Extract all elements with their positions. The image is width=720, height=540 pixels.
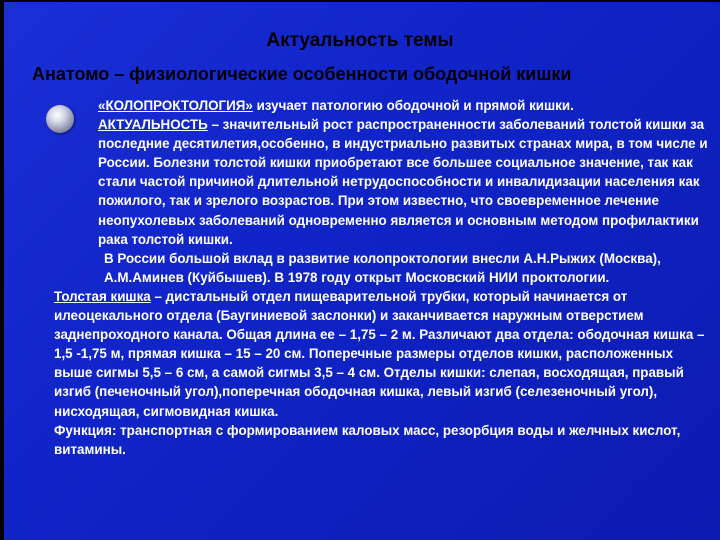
- slide-left-edge: [0, 0, 4, 540]
- slide-body: [54, 96, 714, 459]
- definition-text: изучает патологию ободочной и прямой кишки.: [252, 98, 574, 113]
- paragraph-history: В России большой вклад в развитие колопроктологии внесли А.Н.Рыжих (Москва), А.М.Аминев (Куйбышев). В 1978 году открыт Московский НИИ проктологии.: [104, 250, 661, 285]
- paragraph-definition: [54, 96, 714, 115]
- paragraph-function: Функция: транспортная с формированием каловых масс, резорбция воды и желчных кислот, витамины.: [54, 422, 681, 457]
- anatomy-text: – дистальный отдел пищеварительной трубки, который начинается от илеоцекального отдела (Баугиниевой заслонки) и заканчивается наружным отверстием заднепроходного канала. Общая длина ее – 1,75 – 2 м. Различают два отдела: ободочная кишка – 1,5 -1,75 м, прямая кишка – 15 – 20 см. Поперечные размеры отделов кишки, расположенных выше сигмы 5,5 – 6 см, а самой сигмы 3,5 – 4 см. Отделы кишки: слепая, восходящая, правый изгиб (печеночный угол),поперечная ободочная кишка, левый изгиб (селезеночный угол), нисходящая, сигмовидная кишка.: [54, 288, 705, 419]
- slide-title: Актуальность темы: [266, 30, 454, 51]
- paragraph-anatomy: [54, 287, 714, 421]
- slide-subtitle: Анатомо – физиологические особенности ободочной кишки: [32, 64, 572, 84]
- paragraph-relevance: [54, 115, 714, 249]
- term-relevance: АКТУАЛЬНОСТЬ: [98, 117, 208, 133]
- term-coloproctology: «КОЛОПРОКТОЛОГИЯ»: [98, 98, 253, 113]
- slide-top-edge: [0, 0, 720, 2]
- relevance-text: – значительный рост распространенности заболеваний толстой кишки за последние десятилетия,особенно, в индустриально развитых странах мира, в том числе и России. Болезни толстой кишки приобретают все большее социальное значение, так как стали частой причиной длительной нетрудоспособности и инвалидизации населения как пожилого, так и зрелого возрастов. При этом известно, что своевременное лечение неопухолевых заболеваний одновременно является и основным методом профилактики рака толстой кишки.: [98, 117, 708, 247]
- term-large-intestine: Толстая кишка: [54, 288, 151, 304]
